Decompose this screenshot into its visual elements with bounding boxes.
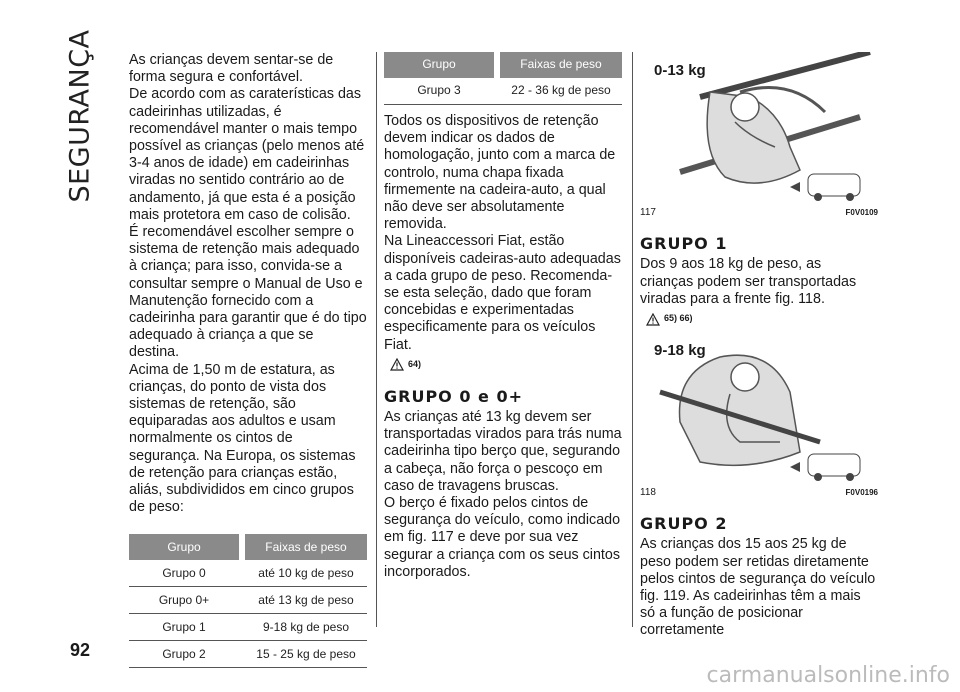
warning-reference: 64) — [390, 356, 622, 374]
warning-reference: 65) 66) — [646, 310, 878, 328]
column-divider — [632, 52, 633, 627]
paragraph: As crianças devem sentar-se de forma segura e confortável. — [129, 52, 334, 86]
table-header: Faixas de peso — [500, 52, 622, 78]
figure-label: 9-18 kg — [654, 342, 706, 360]
paragraph: É recomendável escolher sempre o sistema de retenção mais adequado à criança; para isso, convida-se a consultar sempre o Manual de Uso e Manutenção fornecido com a cadeirinha para garantir que é do tipo adequado à criança a que se destina. — [129, 224, 367, 361]
table-header: Faixas de peso — [245, 534, 367, 560]
paragraph: Dos 9 aos 18 kg de peso, as crianças podem ser transportadas viradas para a frente fig. 118. — [640, 256, 857, 307]
paragraph: Todos os dispositivos de retenção devem indicar os dados de homologação, junto com a marca de controlo, numa chapa fixada firmemente na cadeira-auto, a qual não deve ser absolutamente removida. — [384, 113, 616, 233]
paragraph: As crianças dos 15 aos 25 kg de peso podem ser retidas diretamente pelos cintos de segurança do veículo fig. 119. As cadeirinhas têm a mais só a função de posicionar corretamente — [640, 536, 876, 639]
table-header: Grupo — [384, 52, 494, 78]
section-title: SEGURANÇA — [64, 28, 96, 203]
table-header: Grupo — [129, 534, 239, 560]
paragraph: Acima de 1,50 m de estatura, as crianças, do ponto de vista dos sistemas de retenção, são equiparadas aos adultos e usam normalmente os cintos de segurança. Na Europa, os sistemas de retenção para crianças estão, aliás, subdivididos em cinco grupos de peso: — [129, 361, 356, 516]
paragraph: De acordo com as caraterísticas das cadeirinhas utilizadas, é recomendável manter o mais tempo possível as crianças (pelo menos até 3-4 anos de idade) em cadeirinhas viradas no sentido contrário ao de andamento, já que esta é a posição mais protetora em caso de colisão. — [129, 86, 365, 223]
table-row: Grupo 0+ até 13 kg de peso — [129, 587, 367, 614]
weight-groups-table — [129, 534, 367, 668]
section-heading: GRUPO 0 e 0+ — [384, 386, 524, 406]
watermark: carmanualsonline.info — [706, 663, 950, 688]
paragraph: O berço é fixado pelos cintos de segurança do veículo, como indicado em fig. 117 e deve por sua vez segurar a criança com os seus cintos incorporados. — [384, 495, 621, 580]
text-column-1 — [129, 52, 367, 668]
table-row: Grupo 1 9-18 kg de peso — [129, 614, 367, 641]
column-divider — [376, 52, 377, 627]
table-row: Grupo 2 15 - 25 kg de peso — [129, 641, 367, 668]
weight-groups-table-continued — [384, 52, 622, 105]
text-column-3 — [640, 52, 878, 640]
figure-117 — [640, 52, 878, 202]
text-column-2 — [384, 52, 622, 581]
figure-label: 0-13 kg — [654, 62, 706, 79]
page-number: 92 — [70, 640, 91, 660]
paragraph: Na Lineaccessori Fiat, estão disponíveis cadeiras-auto adequadas a cada grupo de peso. Recomenda-se esta seleção, dado que foram concebidas e experimentadas especificamente para os veículos Fiat. — [384, 233, 621, 353]
table-row: Grupo 0 até 10 kg de peso — [129, 560, 367, 587]
section-heading: GRUPO 1 — [640, 234, 728, 254]
section-heading: GRUPO 2 — [640, 514, 728, 534]
paragraph: As crianças até 13 kg devem ser transportadas virados para trás numa cadeirinha tipo berço que, segurando a cabeça, não força o pescoço em caso de travagens bruscas. — [384, 409, 622, 494]
figure-118 — [640, 332, 878, 482]
table-row: Grupo 3 22 - 36 kg de peso — [384, 78, 622, 105]
warning-icon — [390, 358, 404, 371]
warning-icon — [646, 313, 660, 326]
figure-caption: 117 F0V0109 — [640, 207, 878, 218]
figure-caption: 118 F0V0196 — [640, 487, 878, 499]
